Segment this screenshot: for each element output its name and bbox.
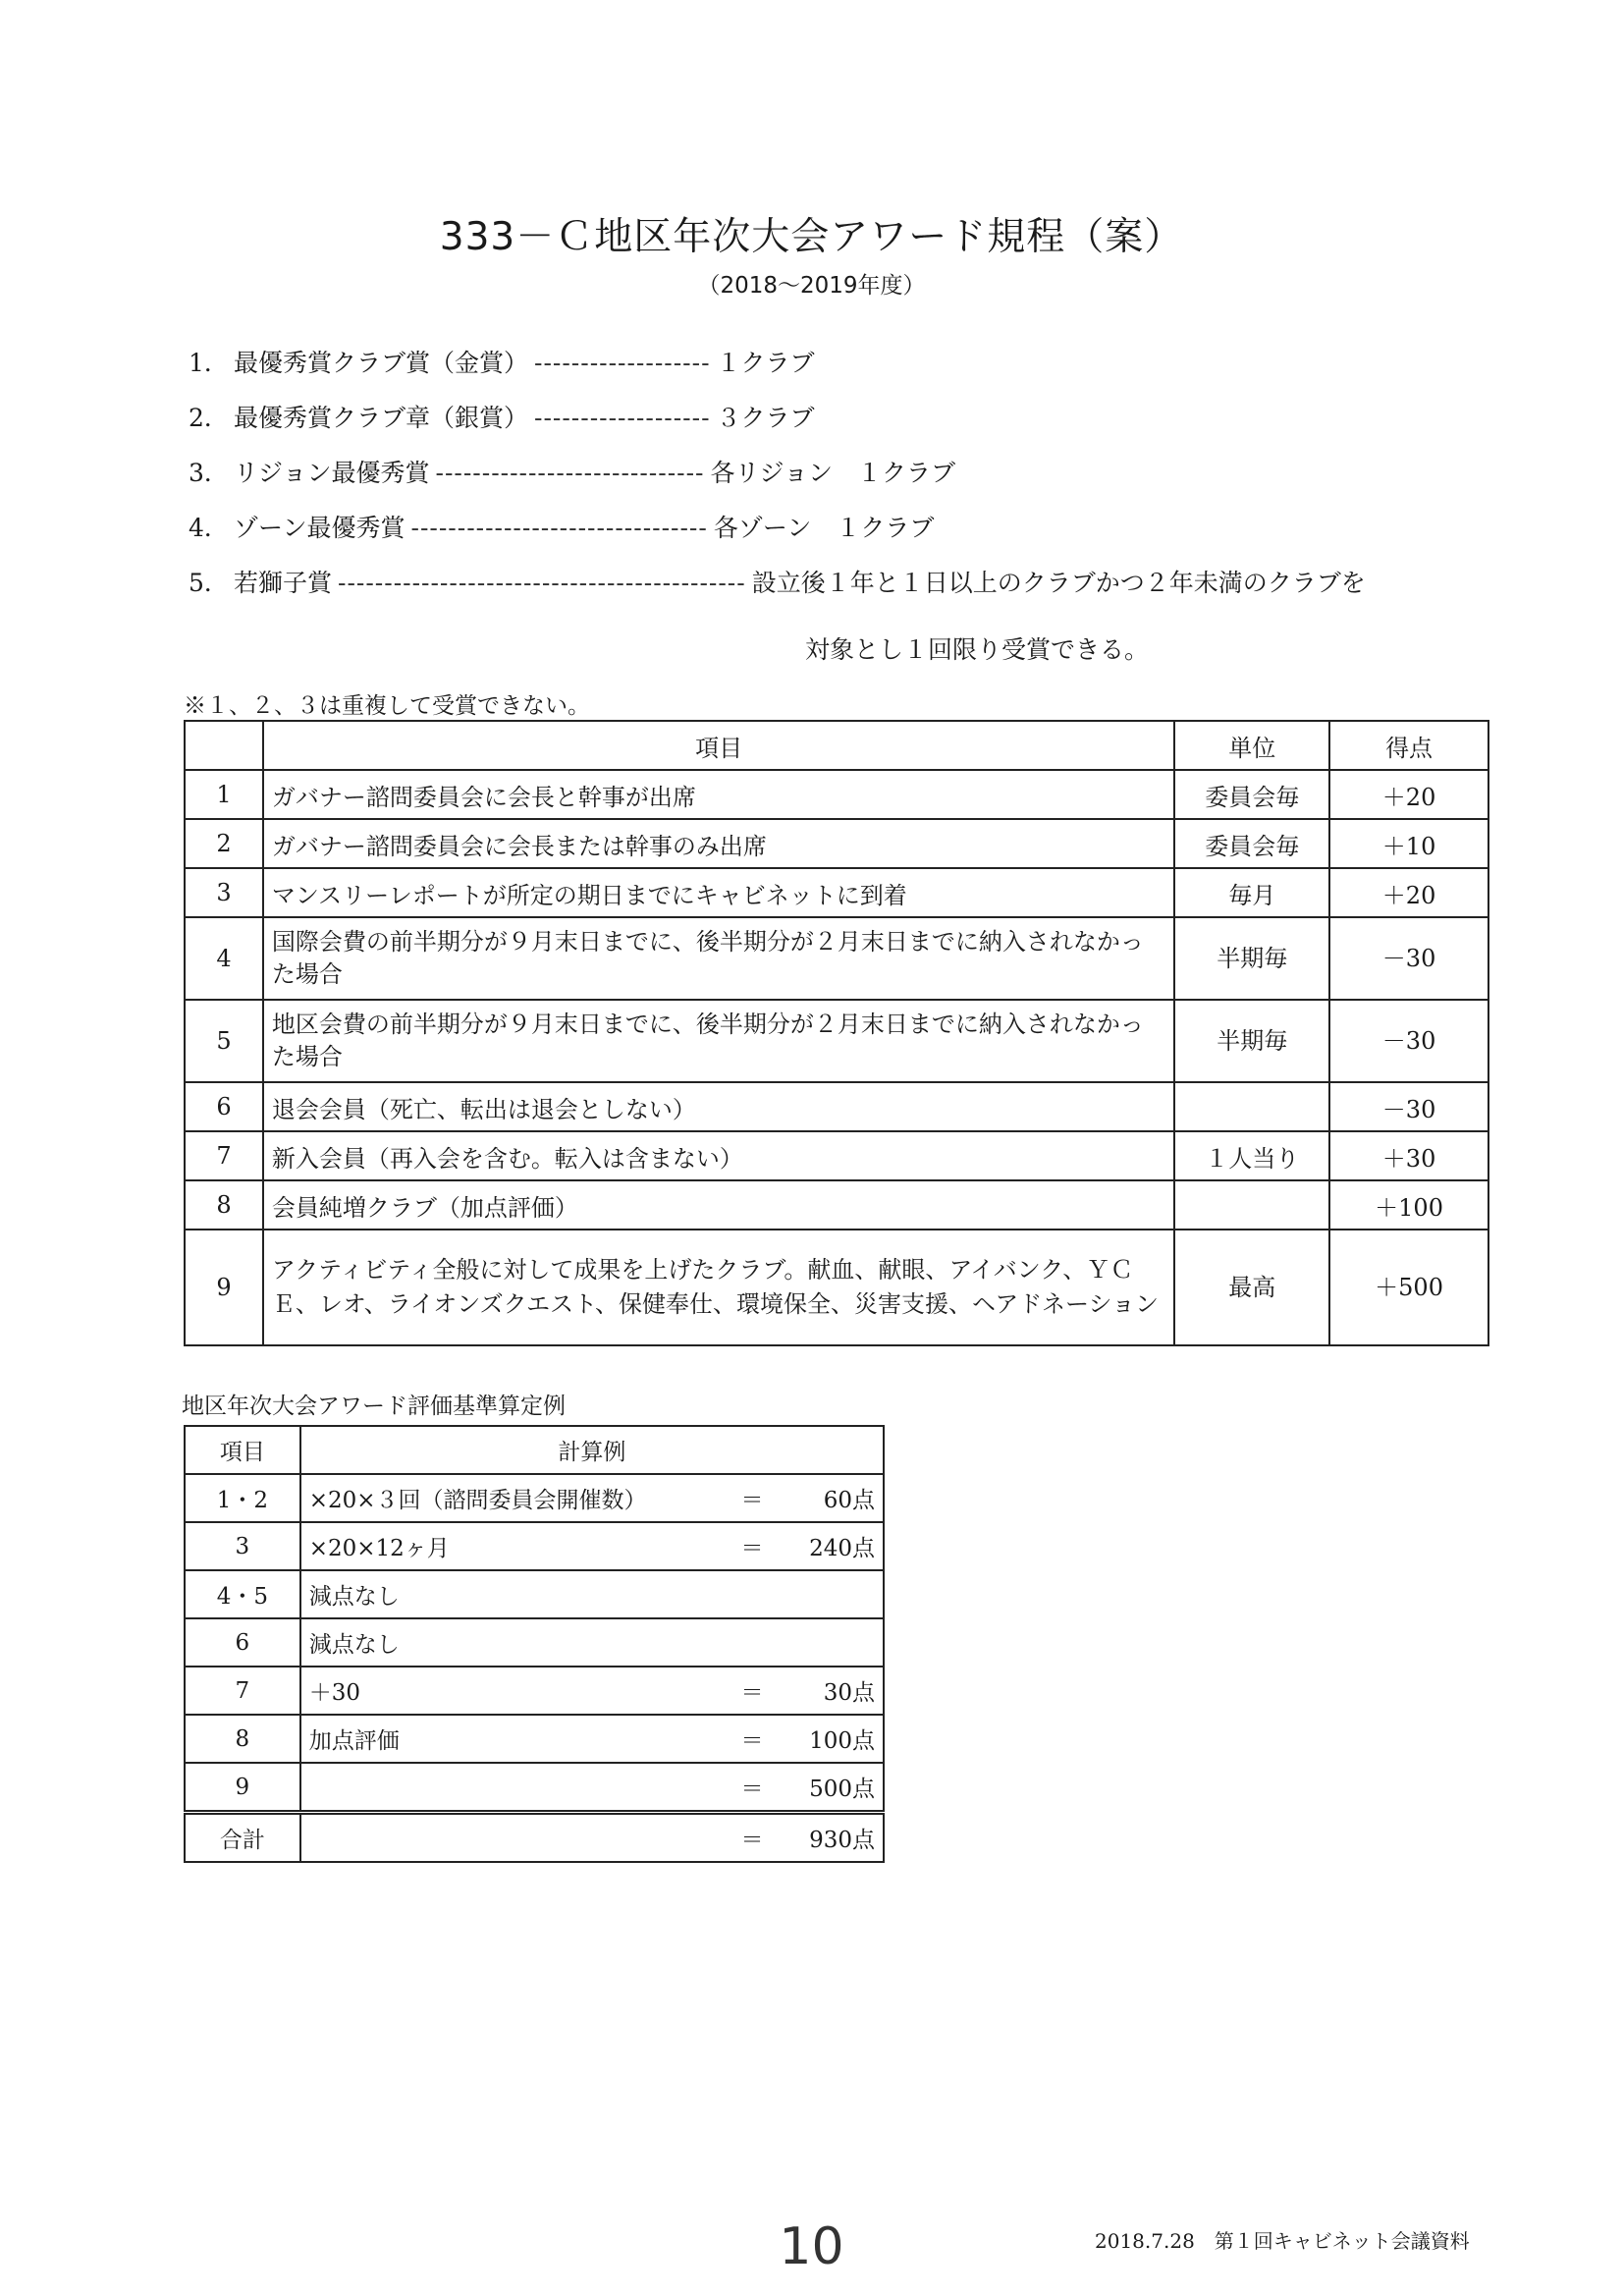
row-item: ガバナー諮問委員会に会長または幹事のみ出席 <box>263 819 1174 868</box>
row-points: ＋10 <box>1329 819 1488 868</box>
award-number: 4． <box>189 514 229 542</box>
calc-result: 240点 <box>809 1536 875 1561</box>
calc-result: 30点 <box>823 1680 875 1706</box>
award-value: 設立後１年と１日以上のクラブかつ２年未満のクラブを <box>751 569 1366 597</box>
award-number: 2． <box>189 404 229 432</box>
award-number: 1． <box>189 349 229 377</box>
calc-expression: 減点なし <box>308 1632 400 1658</box>
table-row <box>185 1522 884 1570</box>
table-row <box>185 1131 1488 1180</box>
award-leader: ----------------------------- <box>435 459 705 487</box>
row-unit: 最高 <box>1174 1230 1329 1345</box>
header-cell: 得点 <box>1329 721 1488 770</box>
award-name: ゾーン最優秀賞 <box>234 514 406 542</box>
award-value: 各ゾーン １クラブ <box>713 514 935 542</box>
calc-item: 合計 <box>185 1813 300 1863</box>
table-row <box>185 770 1488 819</box>
calc-table-caption: 地区年次大会アワード評価基準算定例 <box>182 1394 566 1419</box>
table-row <box>185 1618 884 1667</box>
row-number: 6 <box>185 1082 263 1131</box>
award-leader: -------------------------------- <box>410 514 708 542</box>
award-name: 最優秀賞クラブ賞（金賞） <box>234 349 529 377</box>
table-row <box>185 1230 1488 1345</box>
row-unit: 半期毎 <box>1174 917 1329 1000</box>
calc-expression: ＋30 <box>308 1680 360 1706</box>
page-number: 10 <box>779 2217 844 2276</box>
award-leader: ------------------- <box>534 349 711 377</box>
header-cell: 項目 <box>185 1426 300 1474</box>
table-row <box>185 819 1488 868</box>
row-unit: 半期毎 <box>1174 1000 1329 1082</box>
duplicate-note: ※１、２、３は重複して受賞できない。 <box>184 693 590 719</box>
row-number: 9 <box>185 1230 263 1345</box>
calc-example-table <box>184 1425 885 1863</box>
row-item: 地区会費の前半期分が９月末日までに、後半期分が２月末日までに納入されなかった場合 <box>263 1000 1174 1082</box>
calc-item: 7 <box>185 1667 300 1715</box>
calc-item: 6 <box>185 1618 300 1667</box>
table-row <box>185 1570 884 1618</box>
row-number: 2 <box>185 819 263 868</box>
award-item <box>189 399 1504 454</box>
award-item <box>189 564 1504 619</box>
row-unit <box>1174 1082 1329 1131</box>
table-header-row <box>185 1426 884 1474</box>
table-header-row <box>185 721 1488 770</box>
header-cell: 単位 <box>1174 721 1329 770</box>
row-item: マンスリーレポートが所定の期日までにキャビネットに到着 <box>263 868 1174 917</box>
calc-equals: ＝ <box>740 1536 764 1561</box>
calc-result: 60点 <box>823 1488 875 1513</box>
award-name: 若獅子賞 <box>234 569 333 597</box>
row-number: 4 <box>185 917 263 1000</box>
calc-result: 930点 <box>809 1828 875 1853</box>
award-leader: -------------------------------------------- <box>338 569 746 597</box>
table-row <box>185 1763 884 1813</box>
footer-note: 2018.7.28 第１回キャビネット会議資料 <box>1095 2229 1470 2253</box>
row-points: －30 <box>1329 917 1488 1000</box>
row-number: 5 <box>185 1000 263 1082</box>
calc-equals: ＝ <box>740 1777 764 1802</box>
award-item <box>189 454 1504 509</box>
row-number: 7 <box>185 1131 263 1180</box>
calc-equals: ＝ <box>740 1488 764 1513</box>
row-number: 8 <box>185 1180 263 1230</box>
row-number: 1 <box>185 770 263 819</box>
row-number: 3 <box>185 868 263 917</box>
award-value: ３クラブ <box>716 404 815 432</box>
page-title: 333－Ｃ地区年次大会アワード規程（案） <box>439 215 1184 259</box>
calc-equals: ＝ <box>740 1828 764 1853</box>
row-unit: 毎月 <box>1174 868 1329 917</box>
header-cell <box>185 721 263 770</box>
award-number: 3． <box>189 459 229 487</box>
award-leader: ------------------- <box>534 404 711 432</box>
row-points: ＋500 <box>1329 1230 1488 1345</box>
calc-expression: 加点評価 <box>308 1728 400 1754</box>
calc-item: 4・5 <box>185 1570 300 1618</box>
row-unit: 委員会毎 <box>1174 819 1329 868</box>
row-item: ガバナー諮問委員会に会長と幹事が出席 <box>263 770 1174 819</box>
row-item: 新入会員（再入会を含む。転入は含まない） <box>263 1131 1174 1180</box>
table-row <box>185 1474 884 1522</box>
row-unit <box>1174 1180 1329 1230</box>
calc-item: 8 <box>185 1715 300 1763</box>
header-cell: 計算例 <box>300 1426 884 1474</box>
row-points: －30 <box>1329 1000 1488 1082</box>
calc-expression: 減点なし <box>308 1584 400 1610</box>
calc-expression: ×20×３回（諮問委員会開催数） <box>308 1488 647 1513</box>
row-item: アクティビティ全般に対して成果を上げたクラブ。献血、献眼、アイバンク、ＹＣＥ、レオ、ライオンズクエスト、保健奉仕、環境保全、災害支援、ヘアドネーション <box>263 1230 1174 1345</box>
table-total-row <box>185 1813 884 1863</box>
award-5-continuation: 対象とし１回限り受賞できる。 <box>805 635 1150 664</box>
award-item <box>189 344 1504 399</box>
award-value: 各リジョン １クラブ <box>710 459 956 487</box>
award-value: １クラブ <box>716 349 815 377</box>
row-points: ＋30 <box>1329 1131 1488 1180</box>
table-row <box>185 1000 1488 1082</box>
page-subtitle: （2018～2019年度） <box>697 273 926 299</box>
award-number: 5． <box>189 569 229 597</box>
row-points: ＋20 <box>1329 770 1488 819</box>
calc-equals: ＝ <box>740 1728 764 1754</box>
calc-result: 500点 <box>809 1777 875 1802</box>
calc-item: 3 <box>185 1522 300 1570</box>
calc-equals: ＝ <box>740 1680 764 1706</box>
row-unit: １人当り <box>1174 1131 1329 1180</box>
table-row <box>185 1082 1488 1131</box>
award-name: 最優秀賞クラブ章（銀賞） <box>234 404 529 432</box>
row-item: 退会会員（死亡、転出は退会としない） <box>263 1082 1174 1131</box>
row-item: 国際会費の前半期分が９月末日までに、後半期分が２月末日までに納入されなかった場合 <box>263 917 1174 1000</box>
row-points: －30 <box>1329 1082 1488 1131</box>
scoring-table <box>184 720 1489 1346</box>
header-cell: 項目 <box>263 721 1174 770</box>
table-row <box>185 1180 1488 1230</box>
row-points: ＋20 <box>1329 868 1488 917</box>
calc-item: 1・2 <box>185 1474 300 1522</box>
award-name: リジョン最優秀賞 <box>234 459 430 487</box>
table-row <box>185 868 1488 917</box>
row-unit: 委員会毎 <box>1174 770 1329 819</box>
row-points: ＋100 <box>1329 1180 1488 1230</box>
calc-expression: ×20×12ヶ月 <box>308 1536 450 1561</box>
calc-result: 100点 <box>809 1728 875 1754</box>
calc-item: 9 <box>185 1763 300 1813</box>
row-item: 会員純増クラブ（加点評価） <box>263 1180 1174 1230</box>
table-row <box>185 1715 884 1763</box>
table-row <box>185 917 1488 1000</box>
table-row <box>185 1667 884 1715</box>
award-list <box>189 344 1504 664</box>
award-item <box>189 509 1504 564</box>
